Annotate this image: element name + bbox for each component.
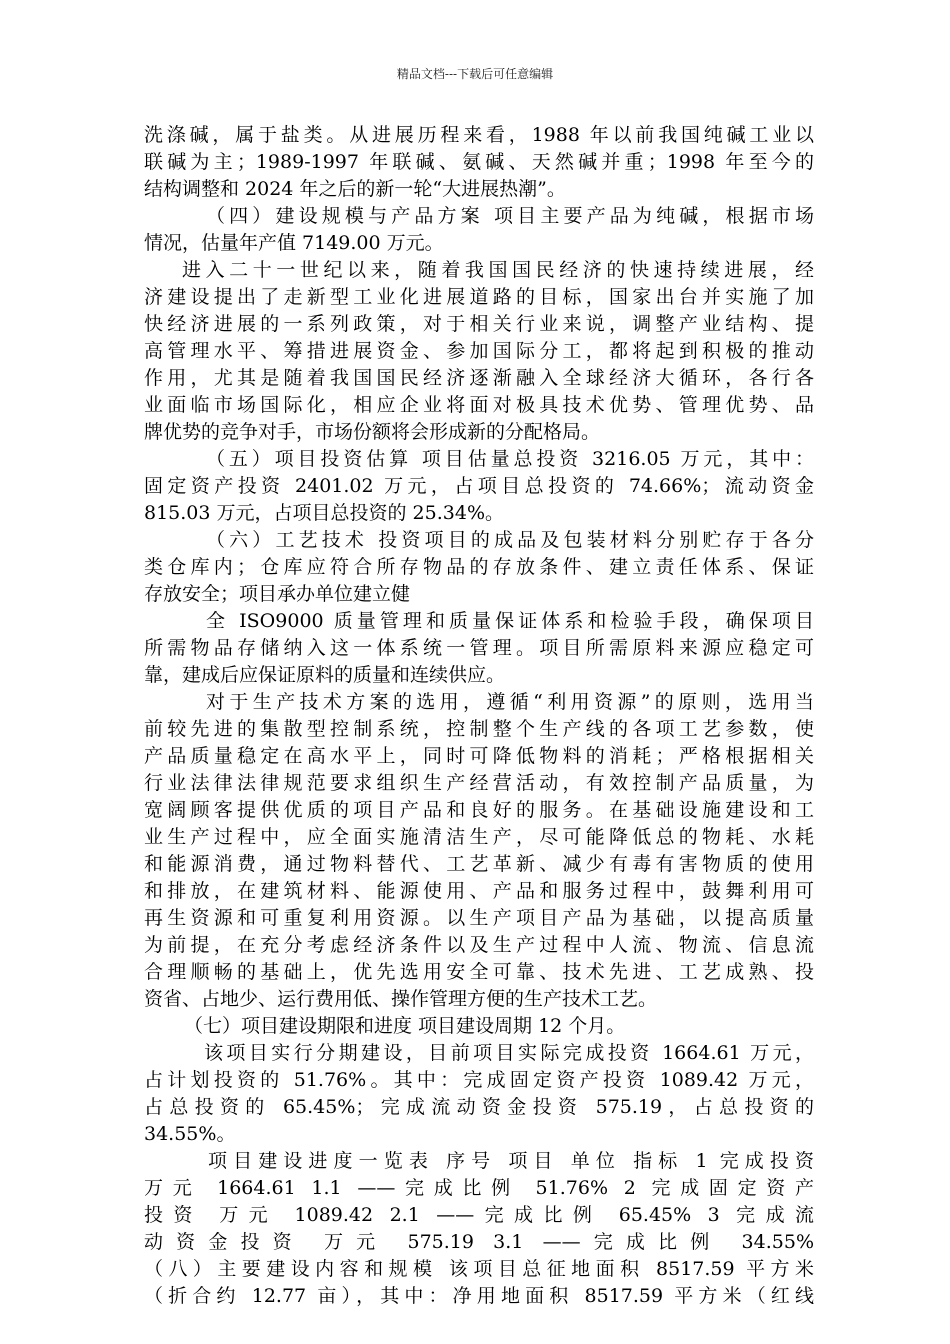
- page-header: 精品文档---下载后可任意编辑: [396, 67, 554, 81]
- text-line: 项目建设进度一览表 序号 项目 单位 指标 1 完成投资: [208, 1150, 814, 1172]
- text-line: （六）工艺技术 投资项目的成品及包装材料分别贮存于各分: [206, 529, 814, 551]
- text-line: 占总投资的 65.45%；完成流动资金投资 575.19，占总投资的: [144, 1096, 814, 1118]
- text-line: 高管理水平、筹措进展资金、参加国际分工，都将起到积极的推动: [144, 340, 814, 362]
- text-line: （折合约 12.77 亩），其中：净用地面积 8517.59 平方米（红线: [144, 1285, 814, 1307]
- text-line: 投资 万元 1089.42 2.1 ——完成比例 65.45% 3 完成流: [144, 1204, 814, 1226]
- text-line: 存放安全；项目承办单位建立健: [144, 583, 411, 605]
- text-line: 作用，尤其是随着我国国民经济逐渐融入全球经济大循环，各行各: [144, 367, 814, 389]
- text-line: 牌优势的竞争对手，市场份额将会形成新的分配格局。: [144, 421, 601, 443]
- text-line: 靠，建成后应保证原料的质量和连续供应。: [144, 664, 506, 686]
- text-line: （四）建设规模与产品方案 项目主要产品为纯碱，根据市场: [206, 205, 814, 227]
- text-line: 宽阔顾客提供优质的项目产品和良好的服务。在基础设施建设和工: [144, 799, 814, 821]
- text-line: 为前提，在充分考虑经济条件以及生产过程中人流、物流、信息流: [144, 934, 814, 956]
- text-line: 动资金投资 万元 575.19 3.1 ——完成比例 34.55%: [144, 1231, 814, 1253]
- text-line: 联碱为主；1989-1997 年联碱、氨碱、天然碱并重；1998 年至今的: [144, 151, 814, 173]
- text-line: 固定资产投资 2401.02 万元，占项目总投资的 74.66%；流动资金: [144, 475, 814, 497]
- text-line: 合理顺畅的基础上，优先选用安全可靠、技术先进、工艺成熟、投: [144, 961, 814, 983]
- text-line: 快经济进展的一系列政策，对于相关行业来说，调整产业结构、提: [144, 313, 814, 335]
- text-line: 815.03 万元，占项目总投资的 25.34%。: [144, 502, 505, 524]
- text-line: 该项目实行分期建设，目前项目实际完成投资 1664.61 万元，: [204, 1042, 814, 1064]
- text-line: 前较先进的集散型控制系统，控制整个生产线的各项工艺参数，使: [144, 718, 814, 740]
- text-line: 结构调整和 2024 年之后的新一轮“大进展热潮”。: [144, 178, 566, 200]
- text-line: 业生产过程中，应全面实施清洁生产，尽可能降低总的物耗、水耗: [144, 826, 814, 848]
- text-line: 业面临市场国际化，相应企业将面对极具技术优势、管理优势、品: [144, 394, 814, 416]
- text-line: 全 ISO9000 质量管理和质量保证体系和检验手段，确保项目: [206, 610, 814, 632]
- text-line: （五）项目投资估算 项目估量总投资 3216.05 万元，其中：: [206, 448, 814, 470]
- text-line: （七）项目建设期限和进度 项目建设周期 12 个月。: [184, 1015, 626, 1037]
- text-line: 占计划投资的 51.76%。其中：完成固定资产投资 1089.42 万元，: [144, 1069, 814, 1091]
- text-line: 类仓库内；仓库应符合所存物品的存放条件、建立责任体系、保证: [144, 556, 814, 578]
- text-line: 和排放，在建筑材料、能源使用、产品和服务过程中，鼓舞利用可: [144, 880, 814, 902]
- text-line: 对于生产技术方案的选用，遵循“利用资源”的原则，选用当: [206, 691, 814, 713]
- text-line: 资省、占地少、运行费用低、操作管理方便的生产技术工艺。: [144, 988, 658, 1010]
- text-line: 所需物品存储纳入这一体系统一管理。项目所需原料来源应稳定可: [144, 637, 814, 659]
- text-line: 34.55%。: [144, 1123, 236, 1145]
- text-line: 产品质量稳定在高水平上，同时可降低物料的消耗；严格根据相关: [144, 745, 814, 767]
- text-line: 济建设提出了走新型工业化进展道路的目标，国家出台并实施了加: [144, 286, 814, 308]
- text-line: 情况，估量年产值 7149.00 万元。: [144, 232, 444, 254]
- text-line: 再生资源和可重复利用资源。以生产项目产品为基础，以提高质量: [144, 907, 814, 929]
- text-line: 洗涤碱，属于盐类。从进展历程来看，1988 年以前我国纯碱工业以: [144, 124, 814, 146]
- document-body: [144, 122, 814, 1310]
- text-line: 行业法律法律规范要求组织生产经营活动，有效控制产品质量，为: [144, 772, 814, 794]
- text-line: （八）主要建设内容和规模 该项目总征地面积 8517.59 平方米: [144, 1258, 814, 1280]
- text-line: 进入二十一世纪以来，随着我国国民经济的快速持续进展，经: [182, 259, 814, 281]
- text-line: 和能源消费，通过物料替代、工艺革新、减少有毒有害物质的使用: [144, 853, 814, 875]
- text-line: 万元 1664.61 1.1 ——完成比例 51.76% 2 完成固定资产: [144, 1177, 814, 1199]
